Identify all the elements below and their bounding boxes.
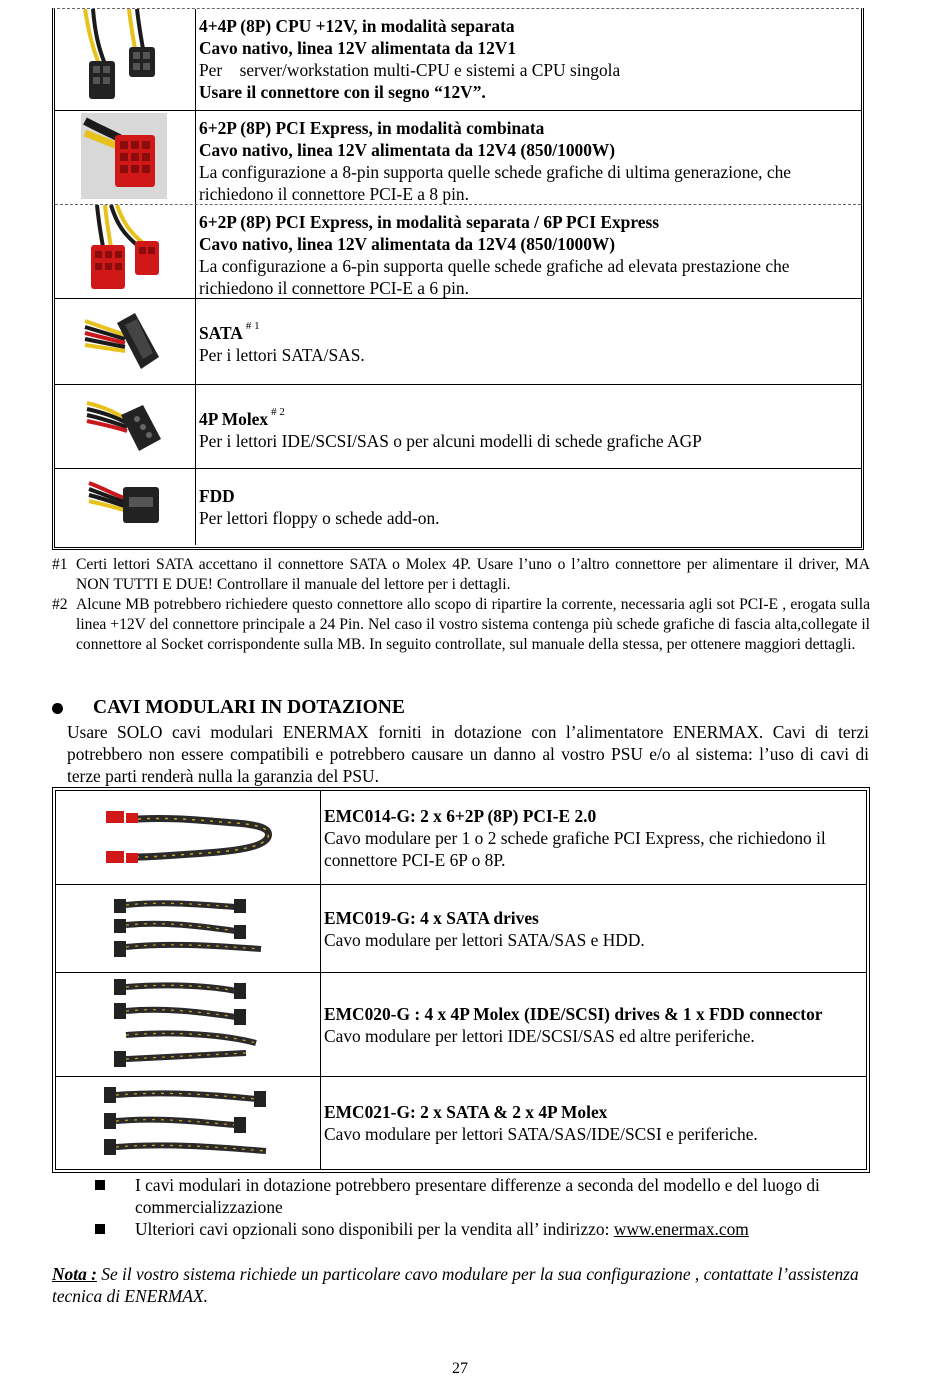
connector-row-pcie-combined bbox=[55, 111, 861, 205]
connector-title: 4+4P (8P) CPU +12V, in modalità separata bbox=[199, 16, 515, 36]
bullet-text: Ulteriori cavi opzionali sono disponibili per la vendita all’ indirizzo: bbox=[135, 1219, 614, 1239]
connector-image-cell bbox=[55, 205, 196, 298]
connector-description: Per i lettori IDE/SCSI/SAS o per alcuni modelli di schede grafiche AGP bbox=[199, 431, 702, 451]
cable-image-cell bbox=[56, 1077, 321, 1169]
connector-text-cell bbox=[196, 299, 861, 384]
nota-label: Nota : bbox=[52, 1264, 97, 1284]
connector-description: Per lettori floppy o schede add-on. bbox=[199, 508, 440, 528]
modular-row-emc019 bbox=[56, 885, 866, 973]
cable-text-cell bbox=[321, 1077, 866, 1169]
connector-description-cont: richiedono il connettore PCI-E a 8 pin. bbox=[199, 184, 469, 204]
connector-rail: Cavo nativo, linea 12V alimentata da 12V4 (850/1000W) bbox=[199, 140, 616, 160]
footnote-label: #1 bbox=[52, 556, 68, 573]
sata-connector-icon bbox=[55, 299, 195, 385]
connector-description: Per server/workstation multi-CPU e sistemi a CPU singola bbox=[199, 60, 621, 80]
molex-connector-icon bbox=[55, 385, 195, 469]
section-heading bbox=[52, 697, 405, 719]
square-bullet-icon bbox=[95, 1218, 135, 1240]
footnote-2 bbox=[52, 595, 870, 655]
pcie-8pin-connector-icon bbox=[55, 111, 195, 205]
cable-text-cell bbox=[321, 791, 866, 884]
nota-text: Se il vostro sistema richiede un particolare cavo modulare per la sua configurazione , contattate l’assistenza tecnica di ENERMAX. bbox=[52, 1264, 859, 1306]
cable-description: Cavo modulare per lettori SATA/SAS/IDE/SCSI e periferiche. bbox=[324, 1124, 758, 1144]
connector-image-cell bbox=[55, 111, 196, 204]
connector-title: 6+2P (8P) PCI Express, in modalità combinata bbox=[199, 118, 545, 138]
connector-image-cell bbox=[55, 385, 196, 468]
footnote-label: #2 bbox=[52, 596, 68, 613]
pcie-6plus2-connector-icon bbox=[55, 205, 195, 299]
connector-image-cell bbox=[55, 469, 196, 545]
connector-text-cell bbox=[196, 111, 861, 204]
cable-description: Cavo modulare per lettori SATA/SAS e HDD. bbox=[324, 929, 645, 950]
molex-fdd-modular-cable-icon bbox=[56, 973, 320, 1077]
cable-description: Cavo modulare per lettori IDE/SCSI/SAS ed altre periferiche. bbox=[324, 1025, 755, 1046]
modular-row-emc020 bbox=[56, 973, 866, 1077]
connector-description: La configurazione a 8-pin supporta quelle schede grafiche di ultima generazione, che bbox=[199, 162, 791, 182]
connector-row-cpu bbox=[55, 9, 861, 111]
section-title: CAVI MODULARI IN DOTAZIONE bbox=[93, 697, 405, 718]
bullet-item-availability bbox=[95, 1174, 855, 1218]
cable-title: EMC019-G: 4 x SATA drives bbox=[324, 907, 539, 928]
connector-rail: Cavo nativo, linea 12V alimentata da 12V1 bbox=[199, 38, 517, 58]
enermax-website-link[interactable]: www.enermax.com bbox=[613, 1219, 749, 1239]
footnote-text: Certi lettori SATA accettano il connettore SATA o Molex 4P. Usare l’uno o l’altro connettore per alimentare il driver, MA NON TUTTI E DUE! Controllare il manuale del lettore per i dettagli. bbox=[76, 556, 870, 593]
connector-row-fdd bbox=[55, 469, 861, 545]
native-connectors-table bbox=[52, 8, 864, 550]
page-number: 27 bbox=[452, 1360, 468, 1377]
connector-text-cell bbox=[196, 385, 861, 468]
connector-row-pcie-separated bbox=[55, 205, 861, 299]
connector-title: SATA bbox=[199, 323, 243, 343]
fdd-connector-icon bbox=[55, 469, 195, 545]
cable-image-cell bbox=[56, 973, 321, 1076]
connector-title: FDD bbox=[199, 486, 235, 506]
connector-row-molex bbox=[55, 385, 861, 469]
footnote-ref: # 1 bbox=[245, 320, 260, 332]
connector-text-cell bbox=[196, 469, 861, 545]
cable-title: EMC014-G: 2 x 6+2P (8P) PCI-E 2.0 bbox=[324, 805, 597, 826]
bullet-dot-icon bbox=[52, 703, 63, 714]
connector-image-cell bbox=[55, 9, 196, 110]
connector-text-cell bbox=[196, 9, 861, 110]
connector-rail: Cavo nativo, linea 12V alimentata da 12V4 (850/1000W) bbox=[199, 234, 616, 254]
connector-title: 4P Molex bbox=[199, 409, 269, 429]
sata-molex-modular-cable-icon bbox=[56, 1077, 320, 1169]
cpu-8pin-connector-icon bbox=[55, 9, 195, 111]
footnote-ref: # 2 bbox=[271, 406, 285, 418]
sata-modular-cable-icon bbox=[56, 885, 320, 973]
modular-cables-table bbox=[52, 787, 870, 1173]
cable-title: EMC021-G: 2 x SATA & 2 x 4P Molex bbox=[324, 1102, 608, 1122]
connector-row-sata bbox=[55, 299, 861, 385]
footnotes bbox=[52, 555, 870, 655]
square-bullet-icon bbox=[95, 1174, 135, 1218]
modular-row-emc014 bbox=[56, 791, 866, 885]
bullet-item-optional-cables bbox=[95, 1218, 855, 1240]
cable-title: EMC020-G : 4 x 4P Molex (IDE/SCSI) drives & 1 x FDD connector bbox=[324, 1003, 823, 1024]
cable-image-cell bbox=[56, 885, 321, 972]
cable-text-cell bbox=[321, 973, 866, 1076]
connector-description-cont: richiedono il connettore PCI-E a 6 pin. bbox=[199, 278, 469, 298]
connector-image-cell bbox=[55, 299, 196, 384]
bullet-text: I cavi modulari in dotazione potrebbero presentare differenze a seconda del modello e del luogo di commercializzazione bbox=[135, 1175, 820, 1217]
footnote-1 bbox=[52, 555, 870, 595]
connector-usage-note: Usare il connettore con il segno “12V”. bbox=[199, 82, 486, 102]
connector-text-cell bbox=[196, 205, 861, 298]
modular-row-emc021 bbox=[56, 1077, 866, 1169]
cable-description: Cavo modulare per 1 o 2 schede grafiche PCI Express, che richiedono il connettore PCI-E 6P o 8P. bbox=[324, 827, 826, 870]
cable-image-cell bbox=[56, 791, 321, 884]
nota-paragraph bbox=[52, 1263, 870, 1307]
connector-description: Per i lettori SATA/SAS. bbox=[199, 345, 365, 365]
footnote-text: Alcune MB potrebbero richiedere questo connettore allo scopo di ripartire la corrente, necessaria agli sot PCI-E , erogata sulla linea +12V del connettore principale a 24 Pin. Nel caso il vostro sistema contenga più schede grafiche di fascia alta,collegate il connettore al Socket corrispondente sulla MB. In seguito controllate, sul manuale della stessa, per ottenere maggiori dettagli. bbox=[76, 596, 870, 653]
cable-text-cell bbox=[321, 885, 866, 972]
section-intro: Usare SOLO cavi modulari ENERMAX forniti in dotazione con l’alimentatore ENERMAX. Cavi di terzi potrebbero non essere compatibili e potrebbero causare un danno al vostro PSU e/o al sistema: l’uso di cavi di terze parti renderà nulla la garanzia del PSU. bbox=[67, 722, 869, 786]
pcie-modular-cable-icon bbox=[56, 791, 320, 885]
connector-title: 6+2P (8P) PCI Express, in modalità separata / 6P PCI Express bbox=[199, 212, 659, 232]
connector-description: La configurazione a 6-pin supporta quelle schede grafiche ad elevata prestazione che bbox=[199, 256, 790, 276]
